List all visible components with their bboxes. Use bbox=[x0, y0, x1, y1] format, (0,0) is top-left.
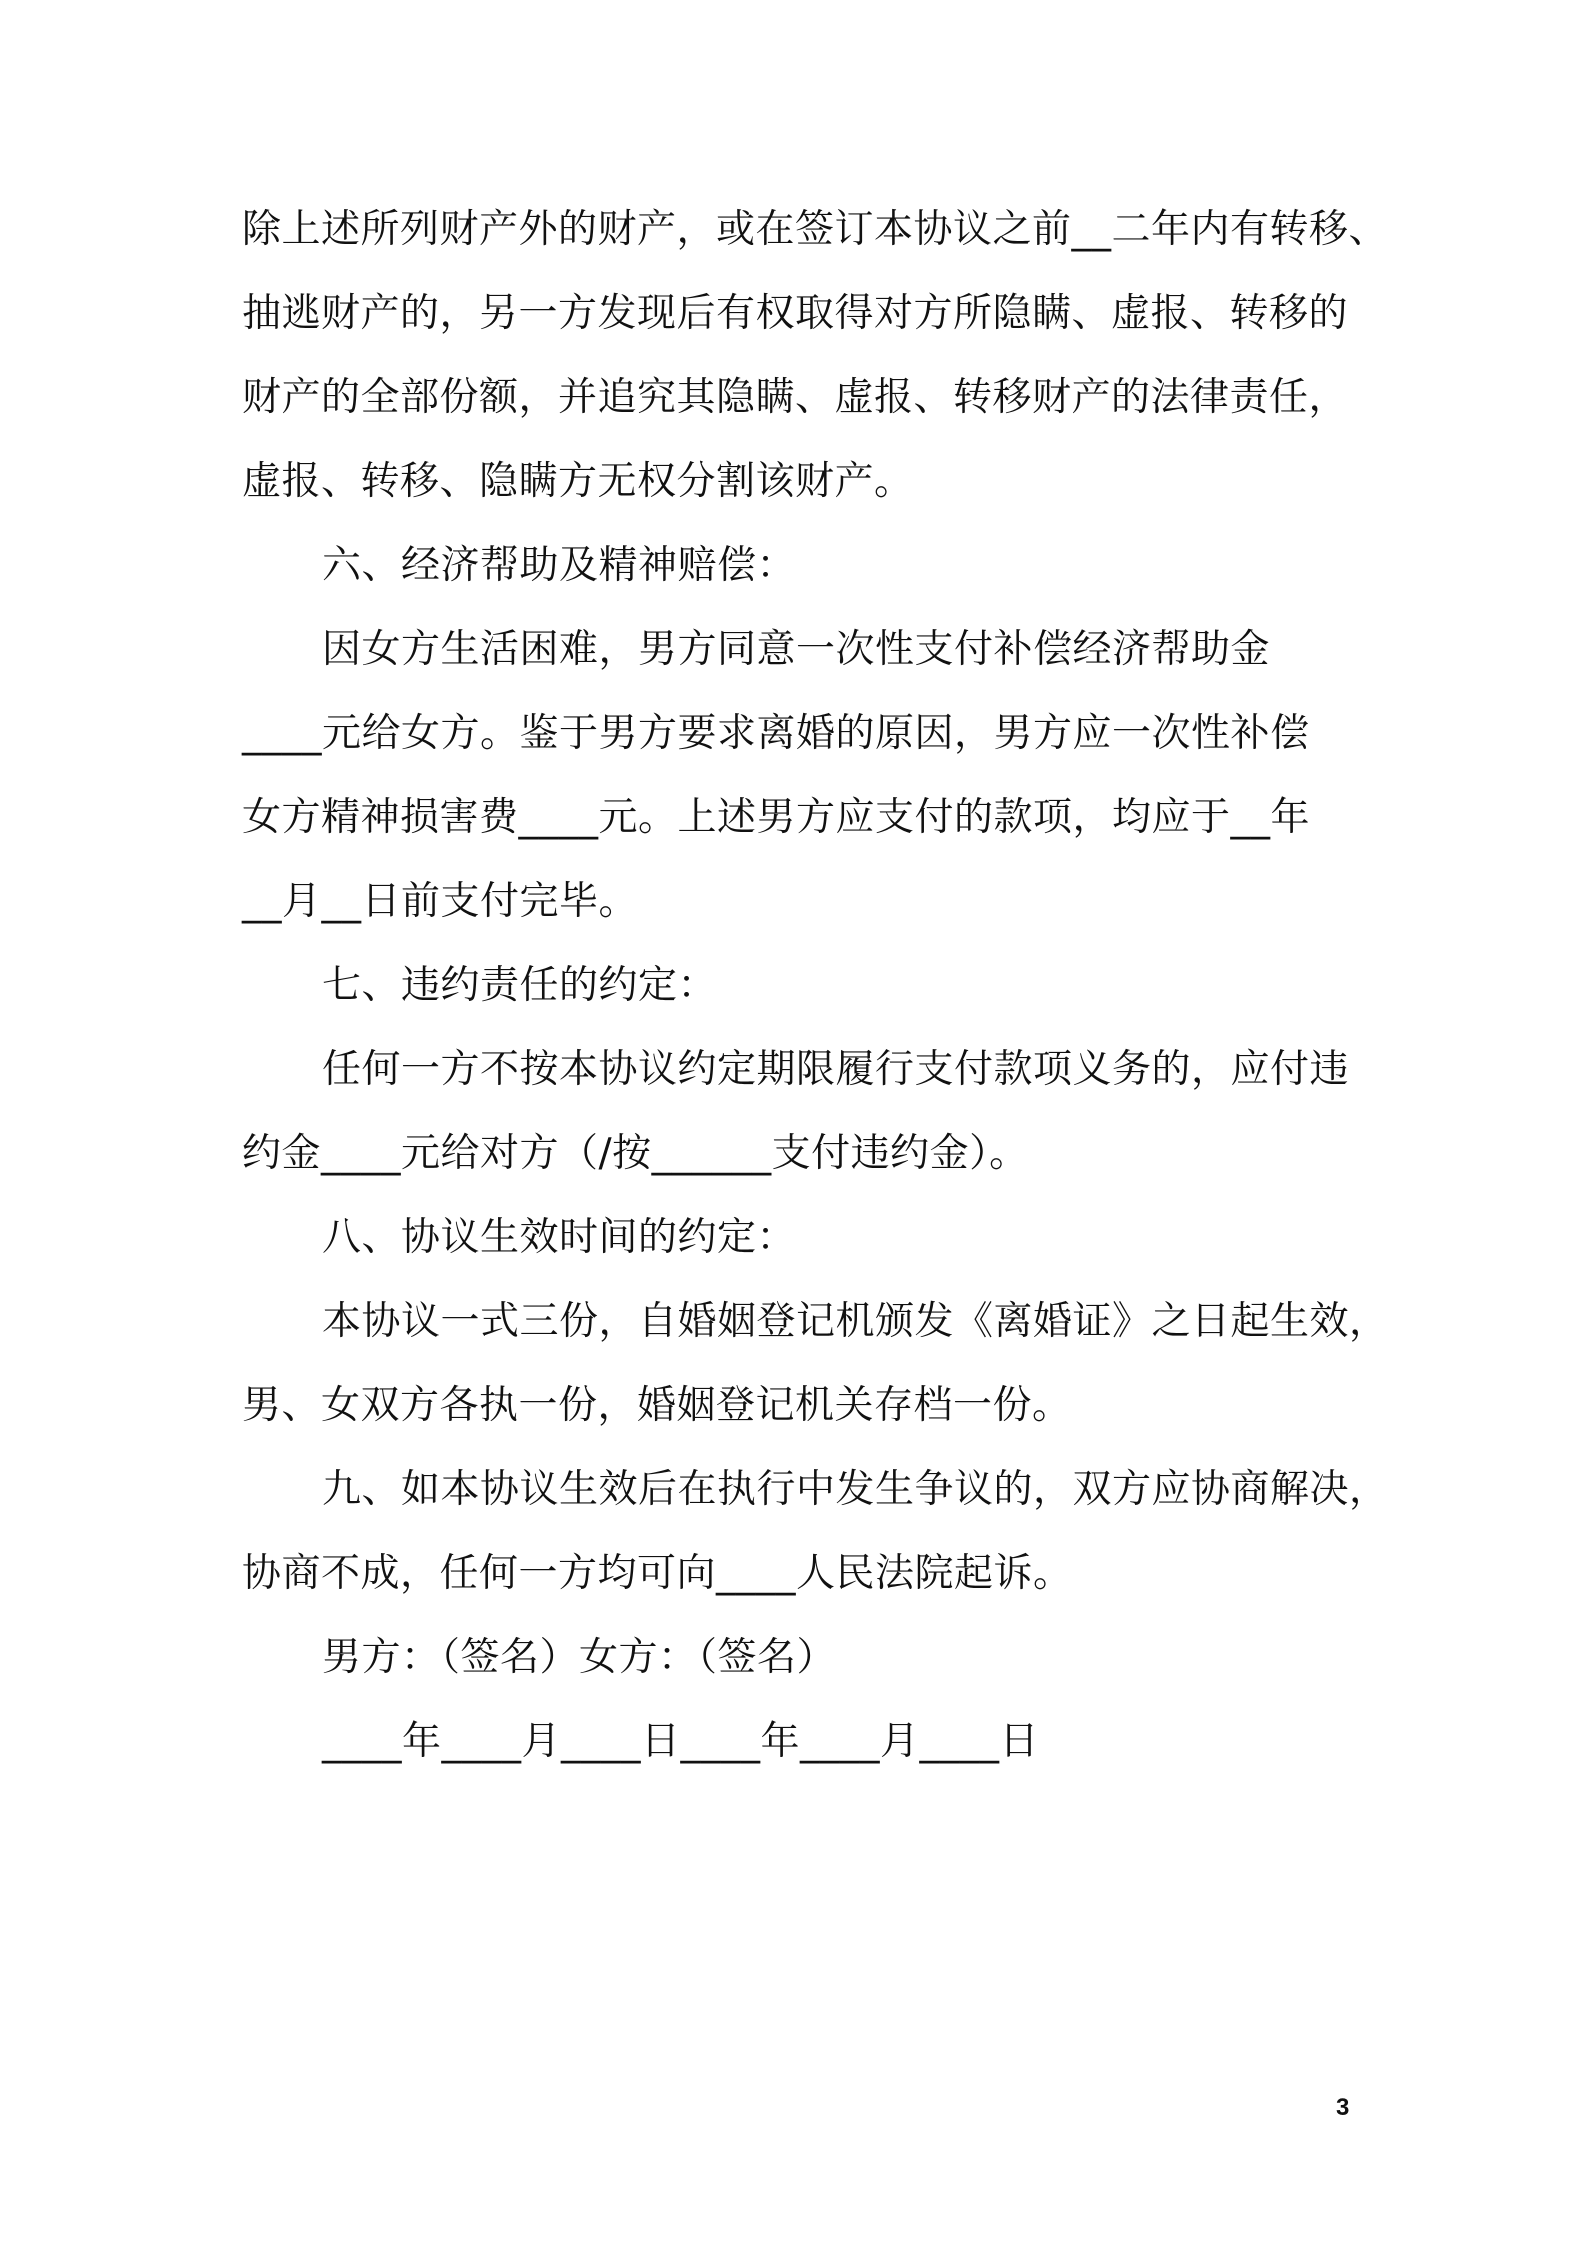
document-body bbox=[242, 188, 1389, 1784]
paragraph-line: 约金____元给对方（/按______支付违约金）。 bbox=[242, 1131, 1029, 1176]
signature-line: 男方：（签名）女方：（签名） bbox=[322, 1635, 837, 1680]
paragraph-line: 任何一方不按本协议约定期限履行支付款项义务的，应付违 bbox=[322, 1047, 1350, 1092]
paragraph-line: 因女方生活困难，男方同意一次性支付补偿经济帮助金 bbox=[322, 627, 1271, 672]
paragraph-line: 虚报、转移、隐瞒方无权分割该财产。 bbox=[242, 459, 914, 504]
date-line: ____年____月____日____年____月____日 bbox=[322, 1719, 1040, 1764]
paragraph-line: 除上述所列财产外的财产，或在签订本协议之前__二年内有转移、 bbox=[242, 207, 1389, 252]
section-heading: 八、协议生效时间的约定： bbox=[322, 1215, 797, 1260]
paragraph-line: 抽逃财产的，另一方发现后有权取得对方所隐瞒、虚报、转移的 bbox=[242, 291, 1349, 336]
paragraph-line: 男、女双方各执一份，婚姻登记机关存档一份。 bbox=[242, 1383, 1072, 1428]
paragraph-line: 财产的全部份额，并追究其隐瞒、虚报、转移财产的法律责任， bbox=[242, 375, 1349, 420]
paragraph-line: ____元给女方。鉴于男方要求离婚的原因，男方应一次性补偿 bbox=[242, 711, 1310, 756]
section-heading: 六、经济帮助及精神赔偿： bbox=[322, 543, 797, 588]
paragraph-line: 协商不成，任何一方均可向____人民法院起诉。 bbox=[242, 1551, 1073, 1596]
paragraph-line: 本协议一式三份，自婚姻登记机颁发《离婚证》之日起生效， bbox=[322, 1299, 1389, 1344]
section-heading: 九、如本协议生效后在执行中发生争议的，双方应协商解决， bbox=[322, 1467, 1389, 1512]
paragraph-line: 女方精神损害费____元。上述男方应支付的款项，均应于__年 bbox=[242, 795, 1311, 840]
page-number: 3 bbox=[1336, 2094, 1350, 2121]
paragraph-line: __月__日前支付完毕。 bbox=[242, 879, 639, 924]
section-heading: 七、违约责任的约定： bbox=[322, 963, 718, 1008]
